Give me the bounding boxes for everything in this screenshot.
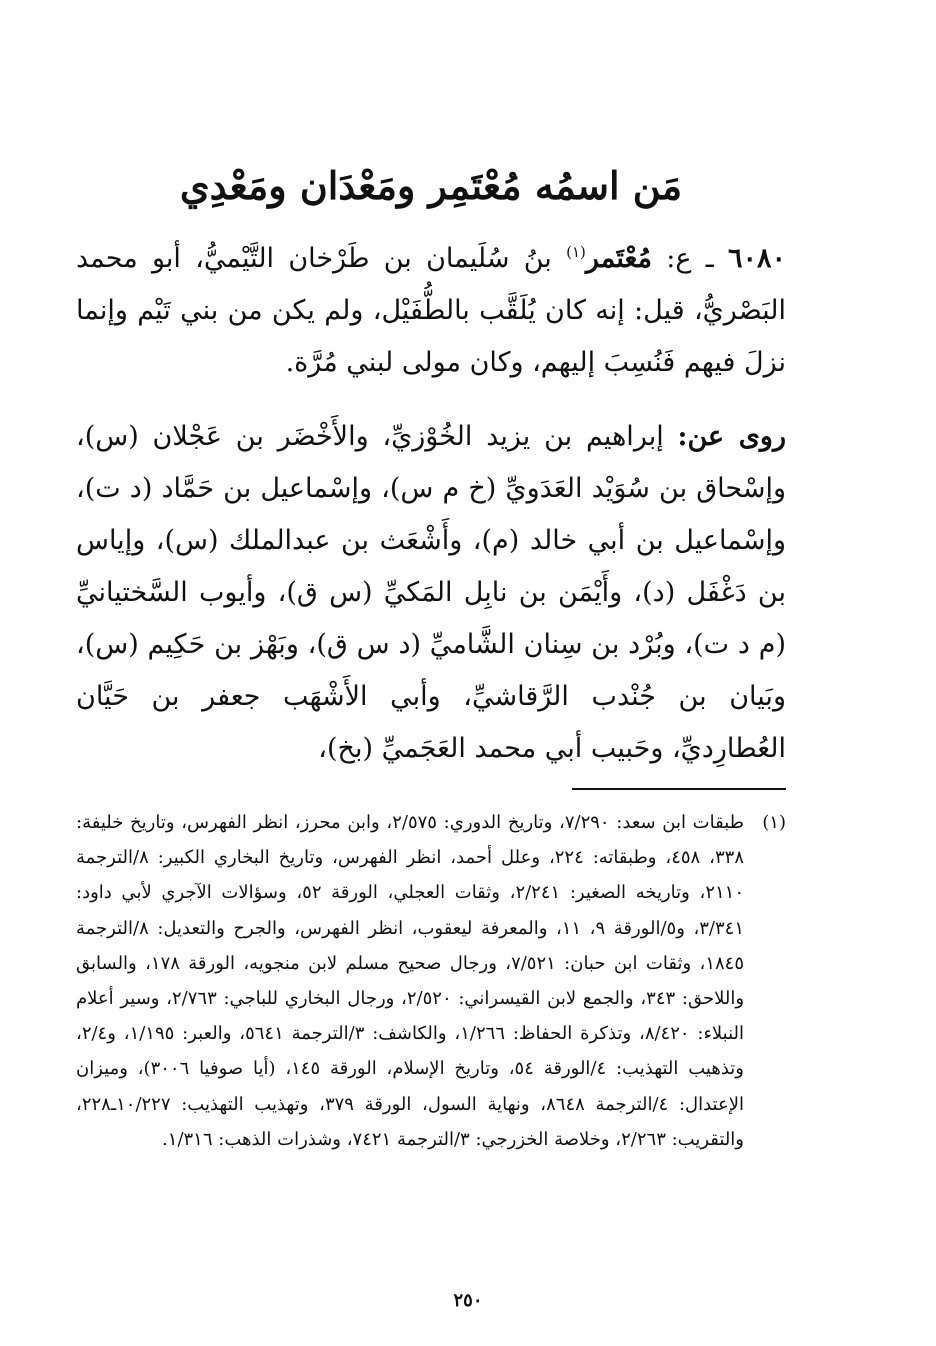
footnote-item [76, 805, 786, 1157]
entry-body: بنُ سُلَيمان بن طَرْخان التَّيْميُّ، أبو محمد البَصْريُّ، قيل: إنه كان يُلَقَّب بالطُّفَيْل، ولم يكن من بني تَيْم وإنما نزلَ فيهم فَنُسِبَ إليهم، وكان مولى لبني مُرَّة. [76, 242, 786, 378]
entry-number: ٦٠٨٠ [727, 242, 786, 274]
section-heading: مَن اسمُه مُعْتَمِر ومَعْدَان ومَعْدِي [179, 163, 683, 208]
footnotes-section [76, 805, 786, 1157]
footnote-divider [572, 788, 786, 790]
narrators-paragraph [76, 411, 786, 775]
entry-code: ـ ع: [666, 242, 714, 274]
narrators-lead: روى عن: [677, 420, 786, 452]
page-number: ٢٥٠ [453, 1290, 483, 1311]
footnote-marker: (١) [762, 812, 786, 833]
narrators-text: إبراهيم بن يزيد الخُوْزيِّ، والأَخْضَر بن عَجْلان (س)، وإسْحاق بن سُوَيْد العَدَويِّ (خ م س)، وإسْماعيل بن حَمَّاد (د ت)، وإسْماعيل بن أبي خالد (م)، وأَشْعَث بن عبدالملك (س)، وإياس بن دَغْفَل (د)، وأَيْمَن بن نابِل المَكيِّ (س ق)، وأيوب السَّختيانيِّ (م د ت)، وبُرْد بن سِنان الشَّاميِّ (د س ق)، وبَهْز بن حَكِيم (س)، وبَيان بن جُنْدب الرَّقاشيِّ، وأبي الأَشْهَب جعفر بن حَيَّان العُطارِديِّ، وحَبيب أبي محمد العَجَميِّ (بخ)، [76, 420, 786, 764]
entry-paragraph [76, 233, 786, 389]
entry-name: مُعْتَمر [585, 242, 653, 274]
footnote-text: طبقات ابن سعد: ٧/٢٩٠، وتاريخ الدوري: ٢/٥٧٥، وابن محرز، انظر الفهرس، وتاريخ خليفة: ٣٣٨، ٤٥٨، وطبقاته: ٢٢٤، وعلل أحمد، انظر الفهرس، وتاريخ البخاري الكبير: ٨/الترجمة ٢١١٠، وتاريخه الصغير: ٢/٢٤١، وثقات العجلي، الورقة ٥٢، وسؤالات الآجري لأبي داود: ٣/٣٤١، و٥/الورقة ٩، ١١، والمعرفة ليعقوب، انظر الفهرس، والجرح والتعديل: ٨/الترجمة ١٨٤٥، وثقات ابن حبان: ٧/٥٢١، ورجال صحيح مسلم لابن منجويه، الورقة ١٧٨، والسابق واللاحق: ٣٤٣، والجمع لابن القيسراني: ٢/٥٢٠، ورجال البخاري للباجي: ٢/٧٦٣، وسير أعلام النبلاء: ٨/٤٢٠، وتذكرة الحفاظ: ١/٢٦٦، والكاشف: ٣/الترجمة ٥٦٤١، والعبر: ١/١٩٥، و٢/٤، وتذهيب التهذيب: ٤/الورقة ٥٤، وتاريخ الإسلام، الورقة ١٤٥، (أيا صوفيا ٣٠٠٦)، وميزان الإعتدال: ٤/الترجمة ٨٦٤٨، ونهاية السول، الورقة ٣٧٩، وتهذيب التهذيب: ١٠/٢٢٧ـ٢٢٨، والتقريب: ٢/٢٦٣، وخلاصة الخزرجي: ٣/الترجمة ٧٤٢١، وشذرات الذهب: ١/٣١٦. [76, 812, 745, 1150]
footnote-reference[interactable]: (١) [566, 242, 586, 261]
